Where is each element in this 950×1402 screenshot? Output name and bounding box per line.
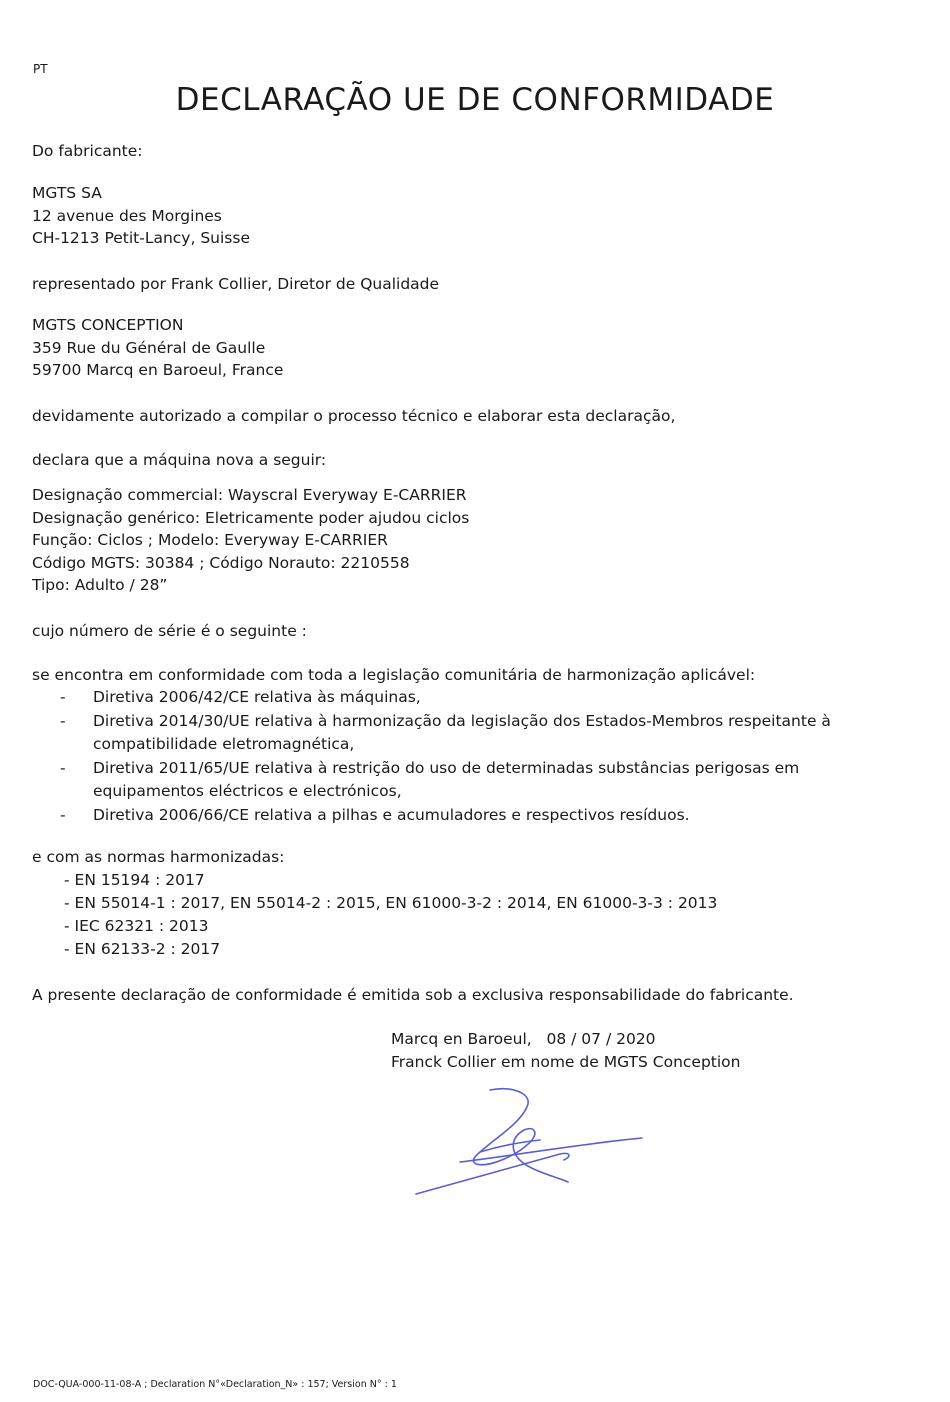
directive-item — [60, 757, 831, 804]
directive-line: Diretiva 2006/42/CE relativa às máquinas, — [93, 688, 421, 706]
place-date: Marcq en Baroeul, 08 / 07 / 2020 — [391, 1030, 656, 1048]
machine-detail-line: Tipo: Adulto / 28” — [32, 576, 168, 594]
list-dash: - — [60, 688, 66, 706]
responsibility-text: A presente declaração de conformidade é emitida sob a exclusiva responsabilidade do fabricante. — [32, 986, 794, 1004]
authorized-text: devidamente autorizado a compilar o processo técnico e elaborar esta declaração, — [32, 407, 676, 425]
represented-by: representado por Frank Collier, Diretor de Qualidade — [32, 275, 440, 293]
list-dash: - — [60, 805, 66, 824]
directive-item — [60, 710, 831, 757]
footer-reference: DOC-QUA-000-11-08-A ; Declaration N°«Declaration_N» : 157; Version N° : 1 — [33, 1379, 397, 1390]
signature-block — [391, 1028, 740, 1074]
machine-detail-line: Código MGTS: 30384 ; Código Norauto: 2210558 — [32, 553, 410, 572]
standard-item: - EN 15194 : 2017 — [64, 871, 205, 889]
machine-detail-line: Designação genérico: Eletricamente poder ajudou ciclos — [32, 508, 470, 527]
standard-item: - IEC 62321 : 2013 — [64, 917, 209, 935]
manufacturer-address-line2: CH-1213 Petit-Lancy, Suisse — [32, 229, 250, 247]
directive-item — [60, 686, 831, 710]
machine-detail-line: Função: Ciclos ; Modelo: Everyway E-CARRIER — [32, 531, 388, 549]
signer-name: Franck Collier em nome de MGTS Conception — [391, 1053, 741, 1071]
declares-text: declara que a máquina nova a seguir: — [32, 451, 327, 469]
conformity-text: se encontra em conformidade com toda a legislação comunitária de harmonização aplicável: — [32, 666, 756, 684]
standards-list — [64, 869, 717, 961]
manufacturer-address — [32, 182, 250, 250]
standard-item: - EN 55014-1 : 2017, EN 55014-2 : 2015, EN 61000-3-2 : 2014, EN 61000-3-3 : 2013 — [64, 894, 718, 912]
standard-item: - EN 62133-2 : 2017 — [64, 940, 221, 958]
directive-line: compatibilidade eletromagnética, — [93, 735, 355, 753]
page-title: DECLARAÇÃO UE DE CONFORMIDADE — [175, 82, 775, 118]
handwritten-signature — [410, 1082, 650, 1202]
machine-detail-line: Designação commercial: Wayscral Everyway E-CARRIER — [32, 486, 467, 504]
directive-item — [60, 804, 831, 828]
list-dash: - — [60, 711, 66, 730]
serial-text: cujo número de série é o seguinte : — [32, 622, 307, 640]
directive-line: Diretiva 2011/65/UE relativa à restrição do uso de determinadas substâncias perigosas em — [93, 758, 800, 777]
compiler-address-line1: 359 Rue du Général de Gaulle — [32, 338, 266, 357]
directives-list — [60, 686, 831, 827]
machine-details — [32, 484, 469, 597]
language-code: PT — [33, 62, 48, 76]
list-dash: - — [60, 758, 66, 777]
manufacturer-intro: Do fabricante: — [32, 142, 143, 160]
compiler-name: MGTS CONCEPTION — [32, 316, 184, 334]
compiler-address-line2: 59700 Marcq en Baroeul, France — [32, 361, 284, 379]
manufacturer-name: MGTS SA — [32, 184, 102, 202]
compiler-address — [32, 314, 283, 382]
standards-intro: e com as normas harmonizadas: — [32, 848, 285, 866]
manufacturer-address-line1: 12 avenue des Morgines — [32, 206, 222, 225]
directive-line: equipamentos eléctricos e electrónicos, — [93, 782, 402, 800]
directive-line: Diretiva 2006/66/CE relativa a pilhas e acumuladores e respectivos resíduos. — [93, 805, 690, 824]
directive-line: Diretiva 2014/30/UE relativa à harmonização da legislação dos Estados-Membros respeitante à — [93, 711, 831, 730]
